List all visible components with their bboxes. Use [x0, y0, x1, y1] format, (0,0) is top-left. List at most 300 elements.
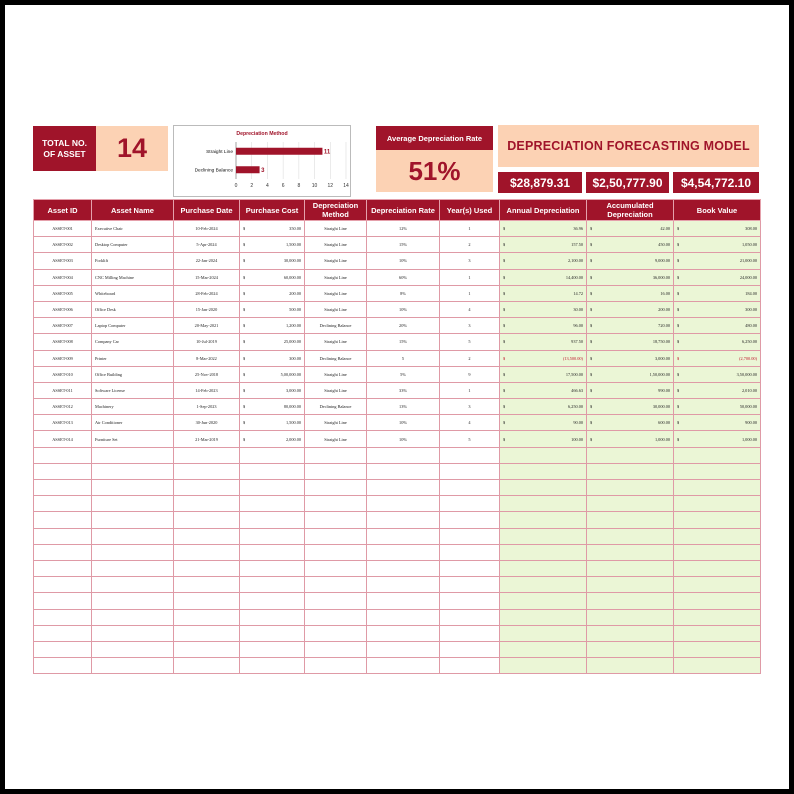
chart-bar[interactable]	[236, 148, 322, 155]
empty-cell[interactable]	[587, 593, 674, 609]
empty-cell[interactable]	[500, 480, 587, 496]
cell-method[interactable]: Straight Line	[305, 382, 367, 398]
empty-cell[interactable]	[174, 528, 240, 544]
cell-annual[interactable]	[500, 350, 587, 366]
cell-cost[interactable]	[240, 253, 305, 269]
cell-years[interactable]: 5	[440, 334, 500, 350]
empty-cell[interactable]	[587, 658, 674, 674]
cell-rate[interactable]: 10%	[367, 253, 440, 269]
empty-cell[interactable]	[305, 512, 367, 528]
cell-cost[interactable]	[240, 301, 305, 317]
cell-cost[interactable]	[240, 415, 305, 431]
cell-book[interactable]	[674, 269, 761, 285]
empty-cell[interactable]	[367, 544, 440, 560]
empty-cell[interactable]	[674, 496, 761, 512]
cell-purchase-date[interactable]: 10-Jul-2019	[174, 334, 240, 350]
empty-cell[interactable]	[174, 480, 240, 496]
empty-cell[interactable]	[367, 528, 440, 544]
currency-symbol: $	[677, 436, 680, 442]
empty-cell[interactable]	[92, 593, 174, 609]
empty-cell[interactable]	[174, 447, 240, 463]
cell-annual[interactable]	[500, 237, 587, 253]
empty-cell[interactable]	[240, 658, 305, 674]
empty-cell[interactable]	[92, 641, 174, 657]
empty-cell[interactable]	[500, 447, 587, 463]
empty-cell[interactable]	[500, 528, 587, 544]
cell-rate[interactable]: 20%	[367, 318, 440, 334]
empty-cell[interactable]	[674, 560, 761, 576]
cell-rate[interactable]: 5	[367, 350, 440, 366]
chart-x-ticks	[235, 183, 349, 189]
header-purchase-cost[interactable]: Purchase Cost	[240, 200, 305, 221]
cell-years[interactable]: 2	[440, 350, 500, 366]
empty-cell[interactable]	[92, 512, 174, 528]
cell-asset-id[interactable]: ASSET-010	[34, 366, 92, 382]
cell-accum[interactable]	[587, 399, 674, 415]
cell-years[interactable]: 2	[440, 237, 500, 253]
cell-asset-id[interactable]: ASSET-014	[34, 431, 92, 447]
empty-cell[interactable]	[587, 544, 674, 560]
empty-cell[interactable]	[34, 447, 92, 463]
empty-cell[interactable]	[34, 625, 92, 641]
cell-method[interactable]: Declining Balance	[305, 399, 367, 415]
empty-cell[interactable]	[174, 544, 240, 560]
cell-rate[interactable]: 15%	[367, 237, 440, 253]
empty-cell[interactable]	[587, 512, 674, 528]
empty-cell[interactable]	[240, 641, 305, 657]
cell-annual[interactable]	[500, 301, 587, 317]
cell-asset-id[interactable]: ASSET-013	[34, 415, 92, 431]
empty-cell[interactable]	[305, 447, 367, 463]
cell-years[interactable]: 5	[440, 431, 500, 447]
cell-method[interactable]: Straight Line	[305, 221, 367, 237]
empty-cell[interactable]	[500, 496, 587, 512]
currency-symbol: $	[590, 290, 593, 296]
empty-cell[interactable]	[440, 625, 500, 641]
empty-cell[interactable]	[240, 528, 305, 544]
cost-value: 350.00	[289, 226, 301, 232]
cell-asset-id[interactable]: ASSET-005	[34, 285, 92, 301]
empty-cell[interactable]	[500, 641, 587, 657]
cell-cost[interactable]	[240, 269, 305, 285]
empty-cell[interactable]	[34, 528, 92, 544]
cell-annual[interactable]	[500, 382, 587, 398]
cell-accum[interactable]	[587, 366, 674, 382]
empty-cell[interactable]	[305, 528, 367, 544]
header-depreciation-rate[interactable]: Depreciation Rate	[367, 200, 440, 221]
cell-accum[interactable]	[587, 318, 674, 334]
empty-cell[interactable]	[500, 544, 587, 560]
empty-cell[interactable]	[500, 658, 587, 674]
cell-asset-id[interactable]: ASSET-001	[34, 221, 92, 237]
empty-cell[interactable]	[34, 609, 92, 625]
empty-cell[interactable]	[587, 463, 674, 479]
empty-cell[interactable]	[500, 463, 587, 479]
cell-method[interactable]: Straight Line	[305, 301, 367, 317]
header-book-value[interactable]: Book Value	[674, 200, 761, 221]
empty-cell[interactable]	[305, 593, 367, 609]
cell-asset-name[interactable]: Office Desk	[92, 301, 174, 317]
cell-asset-name[interactable]: Machinery	[92, 399, 174, 415]
empty-cell[interactable]	[440, 528, 500, 544]
cell-annual[interactable]	[500, 318, 587, 334]
cell-annual[interactable]	[500, 253, 587, 269]
empty-cell[interactable]	[367, 658, 440, 674]
cell-book[interactable]	[674, 221, 761, 237]
empty-cell[interactable]	[500, 593, 587, 609]
cell-rate[interactable]: 12%	[367, 221, 440, 237]
cell-asset-id[interactable]: ASSET-002	[34, 237, 92, 253]
empty-cell[interactable]	[440, 447, 500, 463]
cell-purchase-date[interactable]: 1-Sep-2023	[174, 399, 240, 415]
cell-annual[interactable]	[500, 334, 587, 350]
empty-cell[interactable]	[92, 463, 174, 479]
empty-cell[interactable]	[674, 480, 761, 496]
cell-rate[interactable]: 5%	[367, 366, 440, 382]
cell-method[interactable]: Declining Balance	[305, 350, 367, 366]
empty-cell[interactable]	[34, 658, 92, 674]
cell-cost[interactable]	[240, 221, 305, 237]
cell-rate[interactable]: 10%	[367, 431, 440, 447]
empty-cell[interactable]	[674, 609, 761, 625]
cell-purchase-date[interactable]: 5-Apr-2024	[174, 237, 240, 253]
cell-asset-name[interactable]: Executive Chair	[92, 221, 174, 237]
empty-cell[interactable]	[305, 480, 367, 496]
cell-rate[interactable]: 15%	[367, 334, 440, 350]
empty-cell[interactable]	[92, 577, 174, 593]
empty-cell[interactable]	[367, 577, 440, 593]
cell-accum[interactable]	[587, 382, 674, 398]
cell-annual[interactable]	[500, 366, 587, 382]
empty-cell[interactable]	[92, 658, 174, 674]
empty-cell[interactable]	[440, 609, 500, 625]
empty-cell[interactable]	[305, 658, 367, 674]
empty-cell[interactable]	[674, 641, 761, 657]
empty-cell[interactable]	[34, 544, 92, 560]
cell-cost[interactable]	[240, 237, 305, 253]
empty-cell[interactable]	[305, 463, 367, 479]
cell-purchase-date[interactable]: 10-Feb-2024	[174, 221, 240, 237]
empty-cell[interactable]	[674, 593, 761, 609]
cell-years[interactable]: 1	[440, 285, 500, 301]
cell-cost[interactable]	[240, 382, 305, 398]
cell-accum[interactable]	[587, 237, 674, 253]
cell-annual[interactable]	[500, 269, 587, 285]
cell-method[interactable]: Declining Balance	[305, 318, 367, 334]
empty-cell[interactable]	[440, 593, 500, 609]
empty-cell[interactable]	[240, 609, 305, 625]
cell-accum[interactable]	[587, 269, 674, 285]
header-asset-id[interactable]: Asset ID	[34, 200, 92, 221]
cell-asset-name[interactable]: CNC Milling Machine	[92, 269, 174, 285]
cell-purchase-date[interactable]: 21-Mar-2019	[174, 431, 240, 447]
empty-cell[interactable]	[92, 544, 174, 560]
empty-cell[interactable]	[367, 463, 440, 479]
header-asset-name[interactable]: Asset Name	[92, 200, 174, 221]
empty-cell[interactable]	[174, 463, 240, 479]
empty-cell[interactable]	[587, 641, 674, 657]
cell-method[interactable]: Straight Line	[305, 269, 367, 285]
cell-asset-id[interactable]: ASSET-006	[34, 301, 92, 317]
cell-accum[interactable]	[587, 221, 674, 237]
cell-cost[interactable]	[240, 399, 305, 415]
cell-asset-name[interactable]: Laptop Computer	[92, 318, 174, 334]
cell-rate[interactable]: 33%	[367, 382, 440, 398]
empty-cell[interactable]	[587, 560, 674, 576]
header-depreciation-method[interactable]: Depreciation Method	[305, 200, 367, 221]
cell-asset-name[interactable]: Whiteboard	[92, 285, 174, 301]
cell-purchase-date[interactable]: 15-Jan-2020	[174, 301, 240, 317]
empty-cell[interactable]	[174, 593, 240, 609]
currency-symbol: $	[590, 420, 593, 426]
cell-book[interactable]	[674, 237, 761, 253]
empty-cell[interactable]	[92, 528, 174, 544]
cell-years[interactable]: 1	[440, 269, 500, 285]
cell-asset-id[interactable]: ASSET-007	[34, 318, 92, 334]
empty-cell[interactable]	[367, 609, 440, 625]
cell-asset-id[interactable]: ASSET-011	[34, 382, 92, 398]
empty-cell[interactable]	[34, 560, 92, 576]
empty-cell[interactable]	[367, 593, 440, 609]
empty-cell[interactable]	[174, 560, 240, 576]
empty-cell[interactable]	[34, 512, 92, 528]
cell-purchase-date[interactable]: 30-Jun-2020	[174, 415, 240, 431]
empty-cell[interactable]	[500, 512, 587, 528]
empty-cell[interactable]	[34, 577, 92, 593]
empty-cell[interactable]	[587, 447, 674, 463]
cell-asset-name[interactable]: Printer	[92, 350, 174, 366]
empty-cell[interactable]	[305, 641, 367, 657]
empty-cell[interactable]	[240, 577, 305, 593]
empty-cell[interactable]	[674, 463, 761, 479]
empty-cell[interactable]	[240, 496, 305, 512]
cell-annual[interactable]	[500, 431, 587, 447]
empty-cell[interactable]	[174, 512, 240, 528]
cell-purchase-date[interactable]: 8-Mar-2022	[174, 350, 240, 366]
empty-cell[interactable]	[440, 512, 500, 528]
empty-cell[interactable]	[92, 480, 174, 496]
cell-years[interactable]: 9	[440, 366, 500, 382]
empty-cell[interactable]	[587, 480, 674, 496]
avg-depreciation-rate-value: 51%	[376, 150, 493, 192]
empty-cell[interactable]	[500, 560, 587, 576]
cell-book[interactable]	[674, 415, 761, 431]
cell-book[interactable]	[674, 253, 761, 269]
cell-accum[interactable]	[587, 431, 674, 447]
empty-cell[interactable]	[240, 560, 305, 576]
cell-asset-name[interactable]: Company Car	[92, 334, 174, 350]
empty-cell[interactable]	[174, 641, 240, 657]
cell-purchase-date[interactable]: 15-Mar-2024	[174, 269, 240, 285]
cell-method[interactable]: Straight Line	[305, 415, 367, 431]
cell-cost[interactable]	[240, 334, 305, 350]
empty-cell[interactable]	[174, 577, 240, 593]
cell-accum[interactable]	[587, 253, 674, 269]
empty-cell[interactable]	[174, 609, 240, 625]
empty-cell[interactable]	[92, 609, 174, 625]
empty-cell[interactable]	[240, 544, 305, 560]
empty-cell[interactable]	[587, 528, 674, 544]
empty-cell[interactable]	[440, 577, 500, 593]
empty-cell[interactable]	[34, 641, 92, 657]
empty-cell[interactable]	[305, 560, 367, 576]
empty-cell[interactable]	[674, 512, 761, 528]
empty-cell[interactable]	[674, 625, 761, 641]
empty-cell[interactable]	[240, 625, 305, 641]
empty-cell[interactable]	[367, 480, 440, 496]
cell-years[interactable]: 4	[440, 301, 500, 317]
cell-cost[interactable]	[240, 285, 305, 301]
cell-cost[interactable]	[240, 350, 305, 366]
cell-method[interactable]: Straight Line	[305, 285, 367, 301]
cell-method[interactable]: Straight Line	[305, 237, 367, 253]
cell-asset-name[interactable]: Software License	[92, 382, 174, 398]
cell-book[interactable]	[674, 431, 761, 447]
cell-asset-name[interactable]: Office Building	[92, 366, 174, 382]
cell-asset-id[interactable]: ASSET-004	[34, 269, 92, 285]
empty-cell[interactable]	[174, 658, 240, 674]
chart-bar[interactable]	[236, 166, 260, 173]
accum-value: 450.00	[658, 242, 670, 248]
cell-book[interactable]	[674, 334, 761, 350]
empty-cell[interactable]	[500, 577, 587, 593]
cell-annual[interactable]	[500, 285, 587, 301]
empty-cell[interactable]	[440, 560, 500, 576]
cell-rate[interactable]: 13%	[367, 399, 440, 415]
empty-cell[interactable]	[305, 609, 367, 625]
cell-method[interactable]: Straight Line	[305, 366, 367, 382]
empty-cell[interactable]	[440, 658, 500, 674]
empty-cell[interactable]	[34, 480, 92, 496]
empty-cell[interactable]	[305, 577, 367, 593]
empty-cell[interactable]	[92, 447, 174, 463]
cell-years[interactable]: 3	[440, 318, 500, 334]
empty-cell[interactable]	[674, 658, 761, 674]
empty-cell[interactable]	[305, 544, 367, 560]
empty-cell[interactable]	[305, 625, 367, 641]
cell-book[interactable]	[674, 301, 761, 317]
cell-accum[interactable]	[587, 415, 674, 431]
cell-annual[interactable]	[500, 415, 587, 431]
empty-cell[interactable]	[587, 577, 674, 593]
empty-cell[interactable]	[367, 496, 440, 512]
cell-purchase-date[interactable]: 14-Feb-2023	[174, 382, 240, 398]
empty-cell[interactable]	[440, 463, 500, 479]
cell-cost[interactable]	[240, 366, 305, 382]
cell-asset-id[interactable]: ASSET-009	[34, 350, 92, 366]
empty-cell[interactable]	[34, 593, 92, 609]
cell-rate[interactable]: 10%	[367, 415, 440, 431]
currency-symbol: $	[590, 339, 593, 345]
empty-cell[interactable]	[440, 544, 500, 560]
cell-method[interactable]: Straight Line	[305, 431, 367, 447]
cell-asset-id[interactable]: ASSET-012	[34, 399, 92, 415]
cell-years[interactable]: 3	[440, 253, 500, 269]
empty-cell[interactable]	[500, 625, 587, 641]
empty-cell[interactable]	[587, 625, 674, 641]
empty-cell[interactable]	[440, 480, 500, 496]
empty-cell[interactable]	[587, 496, 674, 512]
cell-method[interactable]: Straight Line	[305, 334, 367, 350]
empty-cell[interactable]	[240, 593, 305, 609]
cell-purchase-date[interactable]: 25-Nov-2018	[174, 366, 240, 382]
cell-years[interactable]: 1	[440, 382, 500, 398]
cell-years[interactable]: 4	[440, 415, 500, 431]
cell-annual[interactable]	[500, 221, 587, 237]
cell-asset-name[interactable]: Furniture Set	[92, 431, 174, 447]
cell-purchase-date[interactable]: 20-May-2021	[174, 318, 240, 334]
empty-cell[interactable]	[674, 528, 761, 544]
header-purchase-date[interactable]: Purchase Date	[174, 200, 240, 221]
cell-rate[interactable]: 60%	[367, 269, 440, 285]
empty-cell[interactable]	[92, 560, 174, 576]
empty-cell[interactable]	[174, 496, 240, 512]
empty-cell[interactable]	[240, 512, 305, 528]
cell-accum[interactable]	[587, 285, 674, 301]
cell-rate[interactable]: 8%	[367, 285, 440, 301]
empty-cell[interactable]	[440, 496, 500, 512]
empty-cell[interactable]	[240, 480, 305, 496]
cell-purchase-date[interactable]: 22-Jan-2024	[174, 253, 240, 269]
empty-cell[interactable]	[240, 463, 305, 479]
empty-cell[interactable]	[367, 512, 440, 528]
cell-asset-name[interactable]: Desktop Computer	[92, 237, 174, 253]
empty-cell[interactable]	[305, 496, 367, 512]
empty-cell[interactable]	[92, 625, 174, 641]
empty-cell[interactable]	[367, 641, 440, 657]
empty-cell[interactable]	[367, 625, 440, 641]
cell-asset-name[interactable]: Forklift	[92, 253, 174, 269]
header-annual-depreciation[interactable]: Annual Depreciation	[500, 200, 587, 221]
cell-book[interactable]	[674, 285, 761, 301]
cell-accum[interactable]	[587, 350, 674, 366]
empty-cell[interactable]	[34, 496, 92, 512]
cell-annual[interactable]	[500, 399, 587, 415]
empty-cell[interactable]	[674, 447, 761, 463]
cell-accum[interactable]	[587, 301, 674, 317]
header-years-used[interactable]: Year(s) Used	[440, 200, 500, 221]
cell-book[interactable]	[674, 318, 761, 334]
empty-cell[interactable]	[674, 544, 761, 560]
cell-asset-id[interactable]: ASSET-003	[34, 253, 92, 269]
cell-book[interactable]	[674, 350, 761, 366]
empty-cell[interactable]	[587, 609, 674, 625]
empty-cell[interactable]	[367, 447, 440, 463]
header-accumulated-depreciation[interactable]: Accumulated Depreciation	[587, 200, 674, 221]
empty-cell[interactable]	[240, 447, 305, 463]
cell-asset-id[interactable]: ASSET-008	[34, 334, 92, 350]
cell-years[interactable]: 1	[440, 221, 500, 237]
empty-cell[interactable]	[440, 641, 500, 657]
cell-cost[interactable]	[240, 431, 305, 447]
empty-cell[interactable]	[367, 560, 440, 576]
cell-asset-name[interactable]: Air Conditioner	[92, 415, 174, 431]
cell-rate[interactable]: 10%	[367, 301, 440, 317]
empty-cell[interactable]	[92, 496, 174, 512]
empty-cell[interactable]	[34, 463, 92, 479]
cell-book[interactable]	[674, 366, 761, 382]
cell-cost[interactable]	[240, 318, 305, 334]
cell-years[interactable]: 3	[440, 399, 500, 415]
empty-cell[interactable]	[500, 609, 587, 625]
cell-accum[interactable]	[587, 334, 674, 350]
cell-purchase-date[interactable]: 28-Feb-2024	[174, 285, 240, 301]
cell-book[interactable]	[674, 382, 761, 398]
empty-cell[interactable]	[674, 577, 761, 593]
cell-book[interactable]	[674, 399, 761, 415]
empty-cell[interactable]	[174, 625, 240, 641]
cell-method[interactable]: Straight Line	[305, 253, 367, 269]
